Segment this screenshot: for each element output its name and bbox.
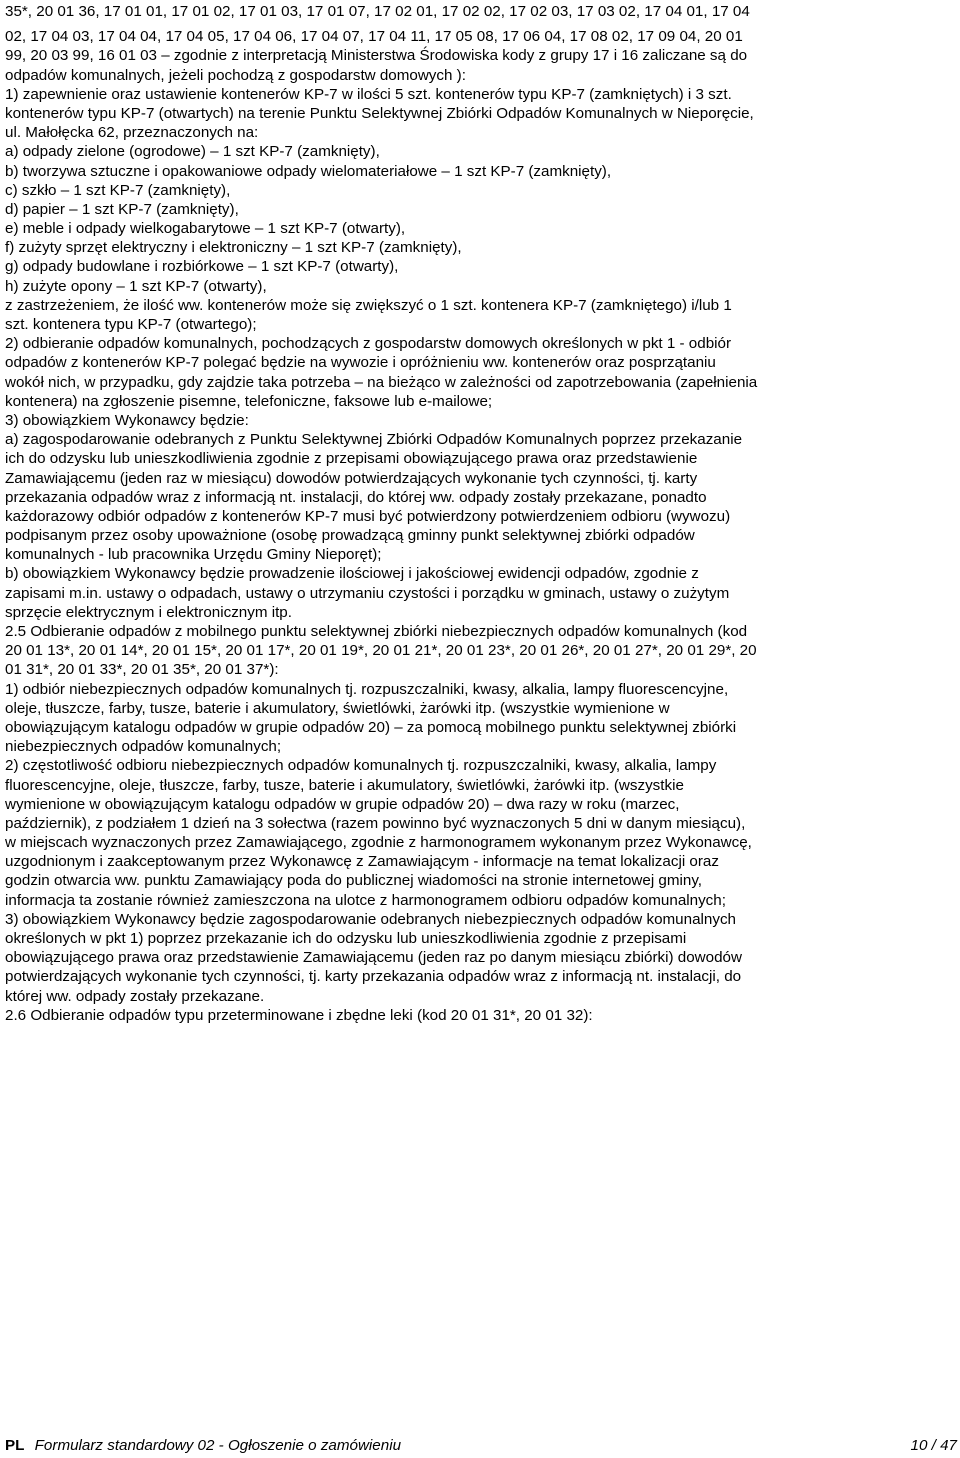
footer-form-title: Formularz standardowy 02 - Ogłoszenie o zamówieniu	[34, 1437, 402, 1454]
text-line: a) zagospodarowanie odebranych z Punktu Selektywnej Zbiórki Odpadów Komunalnych poprzez przekazanie	[5, 431, 743, 449]
text-line: 01 31*, 20 01 33*, 20 01 35*, 20 01 37*):	[5, 661, 279, 679]
list-item: g) odpady budowlane i rozbiórkowe – 1 szt KP-7 (otwarty),	[5, 258, 399, 276]
text-line: 20 01 13*, 20 01 14*, 20 01 15*, 20 01 17*, 20 01 19*, 20 01 21*, 20 01 23*, 20 01 26*, 20 01 27*, 20 01 29*, 20	[5, 642, 757, 660]
text-line: 3) obowiązkiem Wykonawcy będzie zagospodarowanie odebranych niebezpiecznych odpadów komunalnych	[5, 910, 736, 928]
text-line: informacja ta zostanie również zamieszczona na ulotce z harmonogramem odbioru odpadów komunalnych;	[5, 891, 726, 909]
text-line: Zamawiającemu (jeden raz w miesiącu) dowodów potwierdzających wykonanie tych czynności, tj. karty	[5, 469, 698, 487]
list-item: h) zużyte opony – 1 szt KP-7 (otwarty),	[5, 277, 267, 295]
list-item: c) szkło – 1 szt KP-7 (zamknięty),	[5, 181, 231, 199]
section-heading	[5, 1025, 957, 1044]
text-line: podpisanym przez osoby upoważnione (osobę prowadzącą gminny punkt selektywnej zbiórki odpadów	[5, 527, 695, 545]
section-heading: 2.5 Odbieranie odpadów z mobilnego punktu selektywnej zbiórki niebezpiecznych odpadów komunalnych (kod	[5, 623, 748, 640]
text-line: b) obowiązkiem Wykonawcy będzie prowadzenie ilościowej i jakościowej ewidencji odpadów, zgodnie z	[5, 565, 699, 583]
text-line: odpadów z kontenerów KP-7 polegać będzie na wywozie i opróżnieniu ww. kontenerów oraz posprzątaniu	[5, 354, 716, 372]
list-item: f) zużyty sprzęt elektryczny i elektroniczny – 1 szt KP-7 (zamknięty),	[5, 239, 462, 257]
text-line: niebezpiecznych odpadów komunalnych;	[5, 738, 282, 756]
text-line: 35*, 20 01 36, 17 01 01, 17 01 02, 17 01 03, 17 01 07, 17 02 01, 17 02 02, 17 02 03, 17 03 02, 17 04 01, 17 04	[5, 3, 750, 20]
text-line: ul. Małołęcka 62, przeznaczonych na:	[5, 124, 259, 142]
text-line: każdorazowy odbiór odpadów z kontenerów KP-7 musi być potwierdzony potwierdzeniem odbioru (wywozu)	[5, 507, 731, 525]
text-line: szt. kontenera typu KP-7 (otwartego);	[5, 316, 257, 333]
text-line: godzin otwarcia ww. punktu Zamawiający poda do publicznej wiadomości na stronie internetowej gminy,	[5, 872, 703, 890]
text-line: obowiązującym katalogu odpadów w grupie odpadów 20) – za pomocą mobilnego punktu selektywnej zbiórki	[5, 718, 737, 736]
text-line: z zastrzeżeniem, że ilość ww. kontenerów może się zwiększyć o 1 szt. kontenera KP-7 (zamkniętego) i/lub 1	[5, 296, 732, 314]
text-line: 2) odbieranie odpadów komunalnych, pochodzących z gospodarstw domowych określonych w pkt 1 - odbiór	[5, 335, 732, 353]
text-line: zapisami m.in. ustawy o odpadach, ustawy o utrzymaniu czystości i porządku w gminach, ustawy o zużytym	[5, 584, 730, 602]
text-line: fluorescencyjne, oleje, tłuszcze, farby, tusze, baterie i akumulatory, świetlówki, żarówki itp. (wszystkie	[5, 776, 684, 794]
text-line: 99, 20 03 99, 16 01 03 – zgodnie z interpretacją Ministerstwa Środowiska kody z grupy 17 i 16 zaliczane są do	[5, 47, 748, 65]
text-line: wymienione w obowiązującym katalogu odpadów w grupie odpadów 20) – dwa razy w roku (marzec,	[5, 795, 680, 813]
text-line: przekazania odpadów wraz z informacją nt. instalacji, do której ww. odpady zostały przekazane, ponadto	[5, 488, 707, 506]
text-line: październik), z podziałem 1 dzień na 3 sołectwa (razem powinno być wyznaczonych 5 dni w danym miesiącu),	[5, 814, 746, 832]
text-line: kontenera) na zgłoszenie pisemne, telefoniczne, faksowe lub e-mailowe;	[5, 392, 493, 410]
text-line: ich do odzysku lub unieszkodliwienia zgodnie z przepisami obowiązującego prawa oraz przedstawienie	[5, 450, 698, 468]
text-line: 1) odbiór niebezpiecznych odpadów komunalnych tj. rozpuszczalniki, kwasy, alkalia, lampy fluorescencyjne,	[5, 680, 729, 698]
text-line: komunalnych - lub pracownika Urzędu Gminy Nieporęt);	[5, 546, 382, 564]
text-line: określonych w pkt 1) poprzez przekazanie ich do odzysku lub unieszkodliwienia zgodnie z przepisami	[5, 930, 687, 947]
text-line: uzgodnionym i zaakceptowanym przez Wykonawcę z Zamawiającym - informacje na temat lokalizacji oraz	[5, 853, 719, 871]
page-footer	[5, 1436, 957, 1456]
text-line: sprzęcie elektrycznym i elektronicznym itp.	[5, 603, 292, 621]
footer-language: PL	[5, 1437, 25, 1454]
text-line: odpadów komunalnych, jeżeli pochodzą z gospodarstw domowych ):	[5, 66, 466, 84]
text-line: 3) obowiązkiem Wykonawcy będzie:	[5, 411, 249, 429]
text-line: wokół nich, w przypadku, gdy zajdzie taka potrzeba – na bieżąco w zależności od zapotrzebowania (zapełnienia	[5, 373, 758, 391]
text-line: kontenerów typu KP-7 (otwartych) na terenie Punktu Selektywnej Zbiórki Odpadów Komunalnych w Nieporęcie,	[5, 104, 754, 122]
text-line: 2) częstotliwość odbioru niebezpiecznych odpadów komunalnych tj. rozpuszczalniki, kwasy, alkalia, lampy	[5, 757, 717, 775]
list-item: a) odpady zielone (ogrodowe) – 1 szt KP-7 (zamknięty),	[5, 143, 380, 161]
text-line: w miejscach wyznaczonych przez Zamawiającego, zgodnie z harmonogramem wykonanym przez Wykonawcę,	[5, 834, 752, 852]
text-line: 1) zapewnienie oraz ustawienie kontenerów KP-7 w ilości 5 szt. kontenerów typu KP-7 (zamkniętych) i 3 szt.	[5, 85, 732, 103]
footer-page-number: 10 / 47	[910, 1437, 957, 1454]
document-body	[5, 2, 957, 1044]
text-line: 02, 17 04 03, 17 04 04, 17 04 05, 17 04 06, 17 04 07, 17 04 11, 17 05 08, 17 06 04, 17 08 02, 17 09 04, 20 01	[5, 28, 743, 46]
text-line: której ww. odpady zostały przekazane.	[5, 987, 265, 1005]
list-item: d) papier – 1 szt KP-7 (zamknięty),	[5, 200, 239, 218]
list-item: b) tworzywa sztuczne i opakowaniowe odpady wielomateriałowe – 1 szt KP-7 (zamknięty),	[5, 162, 612, 180]
text-line: potwierdzających wykonanie tych czynności, tj. karty przekazania odpadów wraz z informacją nt. instalacji, do	[5, 968, 742, 986]
text-line: obowiązującego prawa oraz przedstawienie Zamawiającemu (jeden raz po danym miesiącu zbiórki) dowodów	[5, 949, 742, 967]
list-item: e) meble i odpady wielkogabarytowe – 1 szt KP-7 (otwarty),	[5, 220, 406, 238]
text-line: oleje, tłuszcze, farby, tusze, baterie i akumulatory, świetlówki, żarówki itp. (wszystkie wymienione w	[5, 699, 670, 717]
text-line: 2.6 Odbieranie odpadów typu przeterminowane i zbędne leki (kod 20 01 31*, 20 01 32):	[5, 1006, 593, 1024]
